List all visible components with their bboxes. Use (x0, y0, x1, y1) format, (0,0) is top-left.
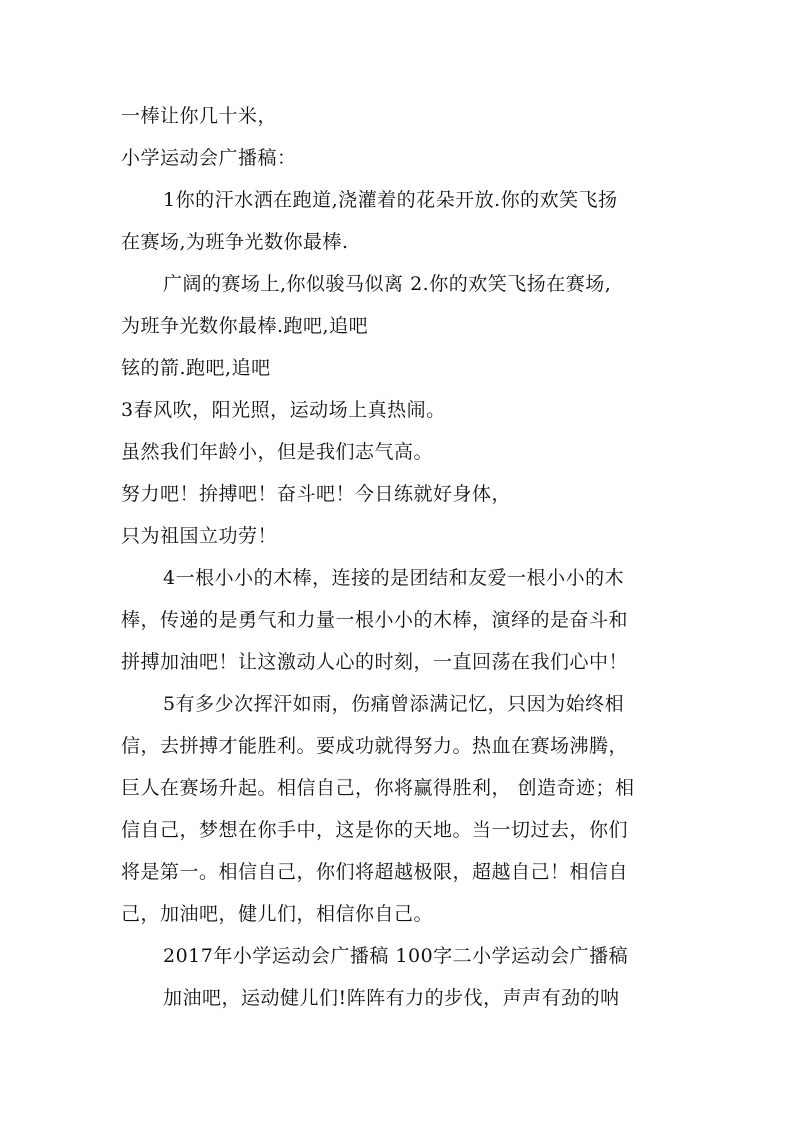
text-line: 1你的汗水洒在跑道,浇灌着的花朵开放.你的欢笑飞扬 (163, 189, 618, 211)
text-line: 信，去拼搏才能胜利。要成功就得努力。热血在赛场沸腾， (121, 735, 629, 757)
text-line: 广阔的赛场上,你似骏马似离 2.你的欢笑飞扬在赛场, (163, 273, 612, 295)
text-line: 小学运动会广播稿： (121, 147, 297, 169)
text-line: 铉的箭.跑吧,追吧 (121, 357, 271, 379)
text-line: 3春风吹，阳光照，运动场上真热闹。 (121, 399, 446, 421)
text-line: 在赛场,为班争光数你最棒. (121, 231, 349, 253)
text-line: 加油吧，运动健儿们!阵阵有力的步伐，声声有劲的呐 (163, 987, 620, 1009)
text-line: 只为祖国立功劳！ (121, 525, 278, 547)
text-line: 拼搏加油吧！让这激动人心的时刻，一直回荡在我们心中！ (121, 651, 629, 673)
text-line: 虽然我们年龄小，但是我们志气高。 (121, 441, 434, 463)
text-line: 为班争光数你最棒.跑吧,追吧 (121, 315, 369, 337)
text-line: 信自己，梦想在你手中，这是你的天地。当一切过去，你们 (121, 819, 629, 841)
text-line: 将是第一。相信自己，你们将超越极限，超越自己！相信自 (121, 861, 629, 883)
text-line: 5有多少次挥汗如雨，伤痛曾添满记忆，只因为始终相 (163, 693, 625, 715)
text-line: 努力吧！拚搏吧！奋斗吧！今日练就好身体， (121, 483, 512, 505)
text-line: 一棒让你几十米， (121, 105, 278, 127)
text-line: 巨人在赛场升起。相信自己，你将赢得胜利， 创造奇迹；相 (121, 777, 635, 799)
text-line: 4一根小小的木棒，连接的是团结和友爱一根小小的木 (163, 567, 625, 589)
text-line: 2017年小学运动会广播稿 100字二小学运动会广播稿 (163, 945, 629, 967)
text-line: 棒，传递的是勇气和力量一根小小的木棒，演绎的是奋斗和 (121, 609, 629, 631)
text-line: 己，加油吧，健儿们，相信你自己。 (121, 903, 434, 925)
